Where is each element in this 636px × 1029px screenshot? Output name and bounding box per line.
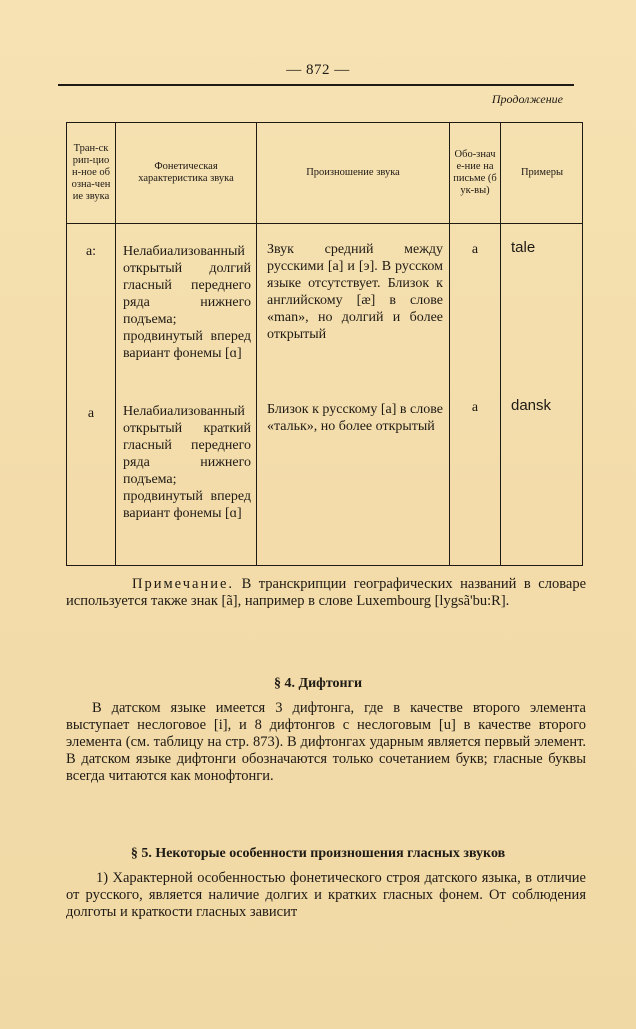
row2-letter: a [471,400,479,415]
row1-pronunciation: Звук средний между русскими [а] и [э]. В русском языке отсутствует. Близок к английскому [æ] в слове «man», но долгий и более открытый [267,242,443,342]
note-text: В транскрипции географических названий в словаре используется также знак [ã], например в слове Luxembourg [lygsã'bu:R]. [66,576,587,609]
table-note [66,576,586,610]
row1-symbol: a: [85,244,97,259]
header-examples-text: Примеры [520,167,564,178]
vowel-table [66,122,583,566]
header-pronunciation [257,123,449,223]
row2-phonetic: Нелабиализованный открытый краткий гласный переднего ряда нижнего подъема; продвинутый вперед вариант фонемы [ɑ] [123,404,251,521]
header-spelling-text: Обо-значе-ние на письме (бук-вы) [453,149,497,196]
header-spelling [450,123,500,223]
row2-pronunciation: Близок к русскому [а] в слове «тальк», но более открытый [267,402,443,434]
row1-phonetic: Нелабиализованный открытый долгий гласный переднего ряда нижнего подъема; продвинутый вперед вариант фонемы [ɑ] [123,244,251,361]
header-transcription [67,123,115,223]
header-rule [58,84,574,86]
page-number: — 872 — [286,62,350,78]
header-examples [501,123,583,223]
row1-letter: a [471,242,479,257]
header-pronunciation-text: Произношение звука [306,167,400,178]
section4-text: В датском языке имеется 3 дифтонга, где в качестве второго элемента выступает неслоговое [i], и 8 дифтонгов с неслоговым [u] в качестве второго элемента (см. таблицу на стр. 873). В дифтонгах ударным является первый элемент. В датском языке дифтонги обозначаются только сочетанием букв; гласные буквы всегда читаются как монофтонги. [66,700,586,784]
header-phonetic-text: Фонетическая характеристика звука [138,161,234,184]
header-divider [67,223,582,224]
header-phonetic [116,123,256,223]
section4-title: § 4. Дифтонги [273,676,363,691]
row2-example: dansk [511,397,552,414]
section5-title: § 5. Некоторые особенности произношения гласных звуков [130,846,506,861]
note-label: Примечание. [132,576,235,592]
row1-example: tale [511,239,536,256]
continuation-label: Продолжение [491,92,563,106]
header-transcription-text: Тран-скрип-цион-ное обозна-чение звука [71,143,111,202]
row2-symbol: a [87,406,95,421]
section5-text: 1) Характерной особенностью фонетического строя датского языка, в отличие от русского, является наличие долгих и кратких гласных фонем. От соблюдения долготы и краткости гласных зависит [66,870,586,920]
